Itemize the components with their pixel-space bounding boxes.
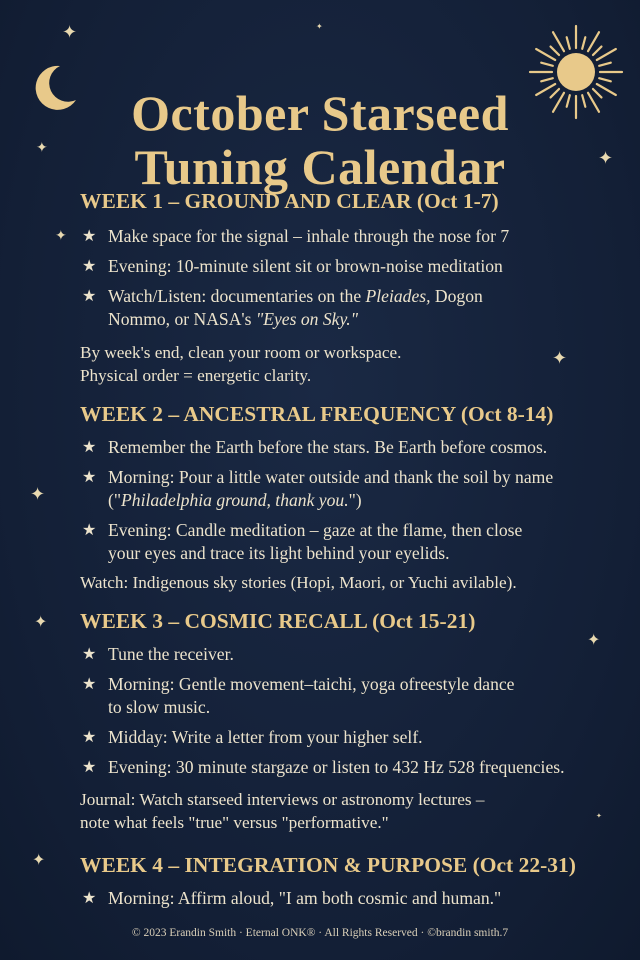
sun-ray [599,78,611,81]
week-2-section [80,401,636,594]
sparkle-star-icon: ✦ [552,348,568,369]
item-text: Tune the receiver. [108,644,234,664]
item-text: Make space for the signal – inhale through the nose for 7 [108,226,510,246]
title-line-1: October Starseed [131,84,509,141]
list-item [80,466,636,512]
sparkle-star-icon: ✦ [55,228,67,244]
week-note: By week's end, clean your room or workspace. [80,343,402,362]
item-emphasis: Pleiades, [365,286,431,306]
sun-ray [551,47,559,55]
list-item [80,673,636,719]
week-note: Physical order = energetic clarity. [80,366,312,385]
item-text: Dogon [430,286,483,306]
list-item [80,436,636,459]
sparkle-star-icon: ✦ [36,140,48,156]
item-emphasis: "Eyes on Sky." [255,309,359,329]
star-bullet-icon: ★ [82,288,97,305]
week-heading: WEEK 3 – COSMIC RECALL (Oct 15-21) [80,609,476,633]
week-note: Watch: Indigenous sky stories (Hopi, Maori, or Yuchi avilable). [80,573,517,592]
item-text: Watch/Listen: documentaries on the [108,286,366,306]
star-bullet-icon: ★ [82,759,97,776]
list-item [80,726,636,749]
item-text: to slow music. [108,697,211,717]
week-2-list [80,436,636,565]
copyright-footer: © 2023 Erandin Smith · Eternal ONK® · All Rights Reserved · ©brandin smith.7 [131,927,509,939]
week-1-list [80,225,636,331]
item-text: Midday: Write a letter from your higher self. [108,727,423,747]
star-bullet-icon: ★ [82,522,97,539]
item-text: Morning: Pour a little water outside and thank the soil by name [108,467,554,487]
week-3-list [80,643,636,779]
week-heading: WEEK 4 – INTEGRATION & PURPOSE (Oct 22-31) [80,853,576,877]
item-text: Remember the Earth before the stars. Be Earth before cosmos. [108,437,548,457]
week-heading: WEEK 1 – GROUND AND CLEAR (Oct 1-7) [80,189,499,213]
page-title [0,86,640,194]
sparkle-star-icon: ✦ [598,148,614,169]
item-text: (" [108,490,122,510]
sun-ray [588,32,599,51]
item-text: Morning: Gentle movement–taichi, yoga ofreestyle dance [108,674,515,694]
sun-ray [541,63,553,66]
star-bullet-icon: ★ [82,890,97,907]
star-bullet-icon: ★ [82,228,97,245]
star-bullet-icon: ★ [82,676,97,693]
list-item [80,225,636,248]
list-item [80,887,636,910]
star-bullet-icon: ★ [82,439,97,456]
sun-ray [599,63,611,66]
sun-ray [541,78,553,81]
star-bullet-icon: ★ [82,258,97,275]
sparkle-star-icon: ✦ [30,484,46,505]
week-heading: WEEK 2 – ANCESTRAL FREQUENCY (Oct 8-14) [80,402,554,426]
sparkle-star-icon: ✦ [316,22,323,31]
sparkle-star-icon: ✦ [62,22,78,43]
star-bullet-icon: ★ [82,646,97,663]
star-bullet-icon: ★ [82,729,97,746]
sparkle-star-icon: ✦ [32,850,46,869]
star-bullet-icon: ★ [82,469,97,486]
sun-ray [597,49,616,60]
list-item [80,519,636,565]
item-text: ") [348,490,362,510]
week-1-section [80,188,636,387]
week-4-list [80,887,636,910]
week-note: Journal: Watch starseed interviews or astronomy lectures – [80,790,485,809]
title-line-2: Tuning Calendar [134,138,506,195]
list-item [80,255,636,278]
sparkle-star-icon: ✦ [596,812,602,820]
weeks-container [80,188,636,910]
item-text: your eyes and trace its light behind your eyelids. [108,543,450,563]
list-item [80,285,636,331]
sun-ray [582,37,585,49]
sparkle-star-icon: ✦ [587,630,601,649]
item-emphasis: Philadelphia ground, thank you. [121,490,349,510]
sun-ray [536,49,555,60]
week-4-section [80,852,636,910]
list-item [80,643,636,666]
sun-ray [593,47,601,55]
list-item [80,756,636,779]
week-3-section [80,608,636,834]
item-text: Evening: 10-minute silent sit or brown-noise meditation [108,256,503,276]
item-text: Morning: Affirm aloud, "I am both cosmic and human." [108,888,502,908]
sun-ray [567,37,570,49]
item-text: Evening: Candle meditation – gaze at the flame, then close [108,520,523,540]
item-text: Evening: 30 minute stargaze or listen to 432 Hz 528 frequencies. [108,757,565,777]
week-note: note what feels "true" versus "performative." [80,813,389,832]
item-text: Nommo, or NASA's [108,309,256,329]
sparkle-star-icon: ✦ [34,612,48,631]
sun-ray [553,32,564,51]
